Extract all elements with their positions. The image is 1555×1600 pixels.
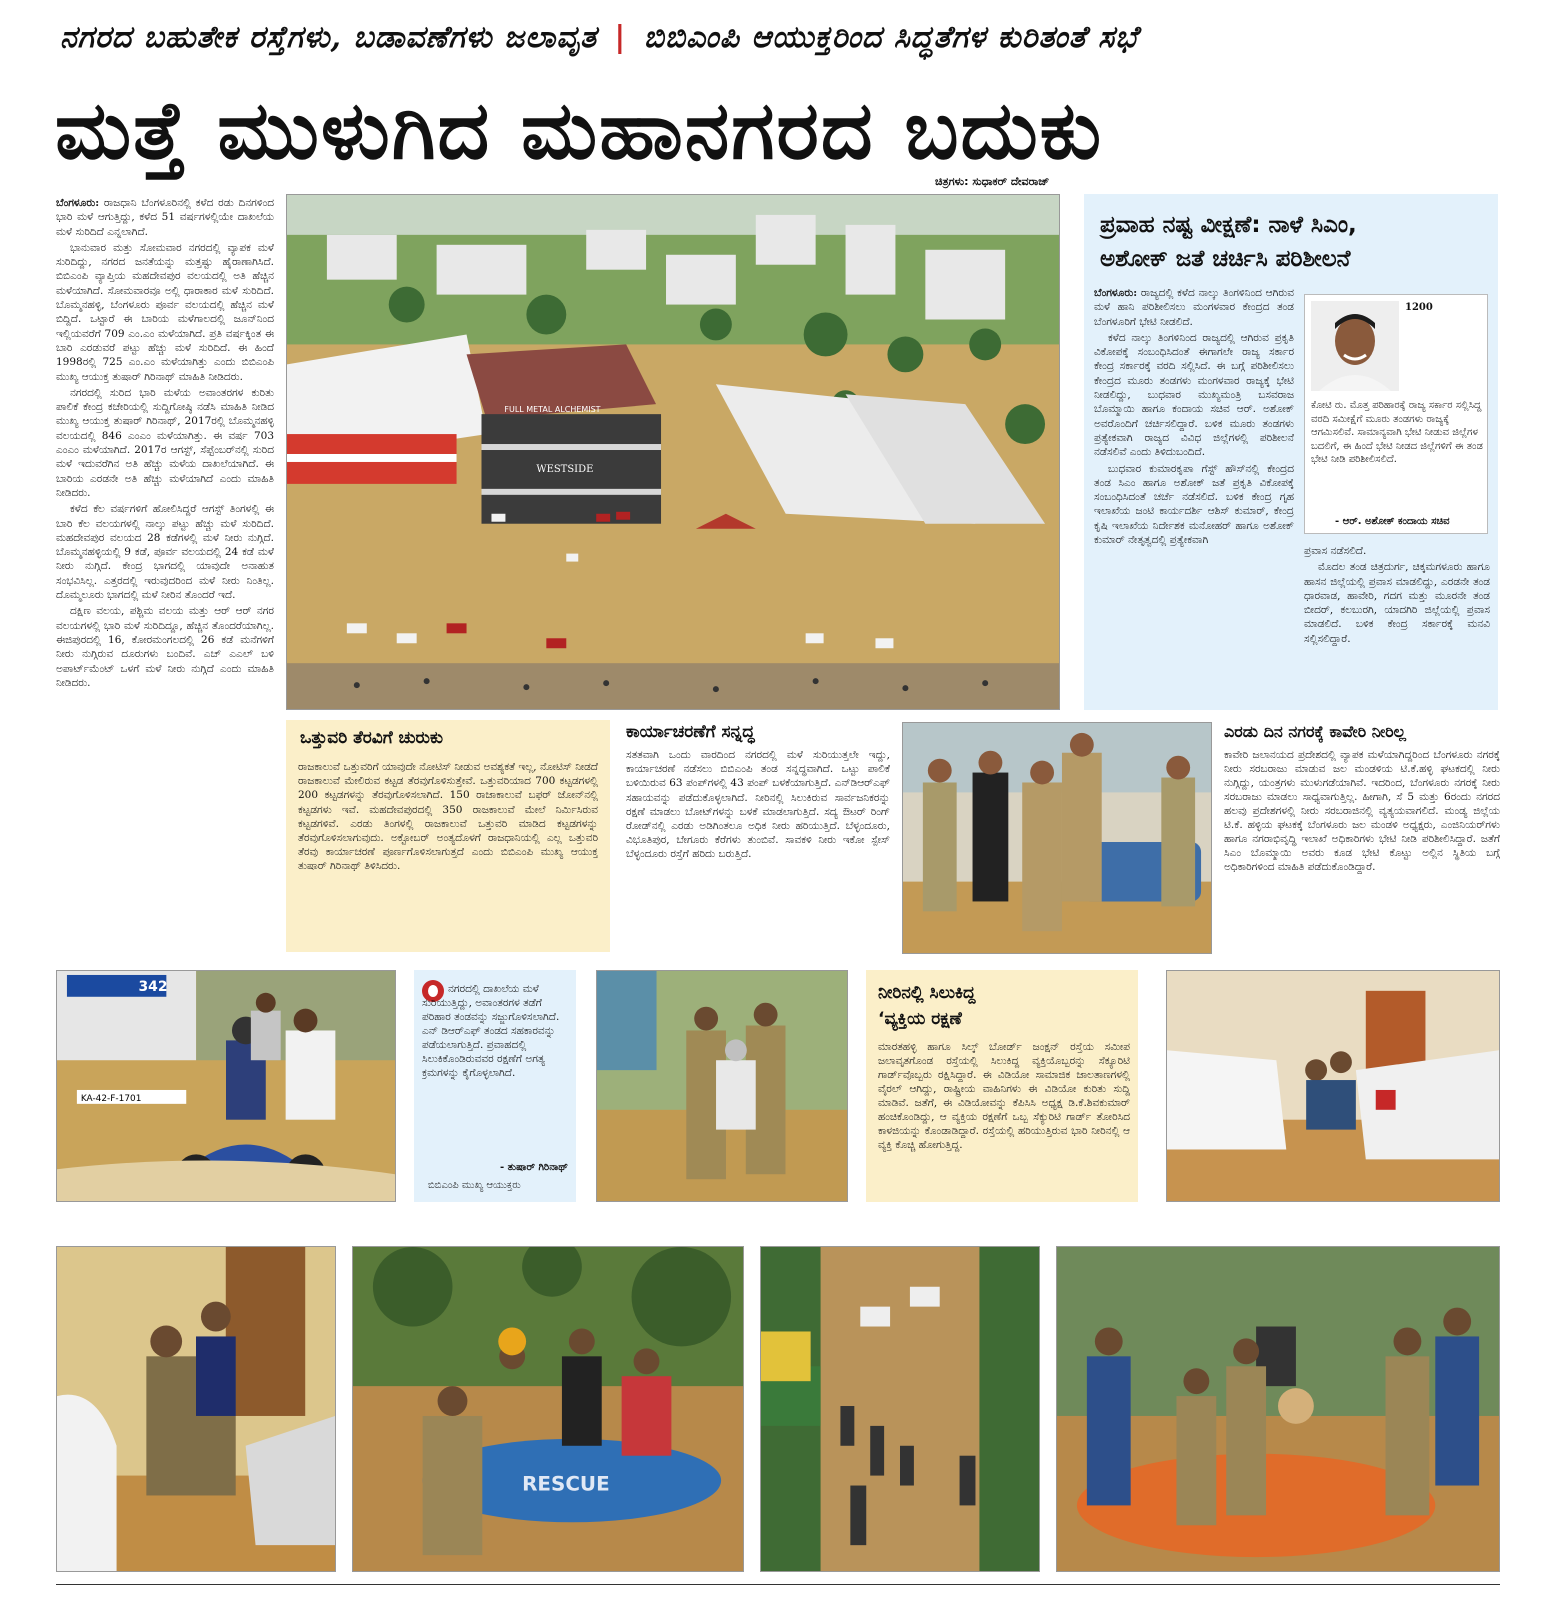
kicker-line — [60, 20, 1500, 55]
operation-body: ಸತತವಾಗಿ ಒಂದು ವಾರದಿಂದ ನಗರದಲ್ಲಿ ಮಳೆ ಸುರಿಯುತ್ತಲೇ ಇದ್ದು, ಕಾರ್ಯಾಚರಣೆ ನಡೆಸಲು ಬಿಬಿಎಂಪಿ ತಂಡ ಸನ್ನದ್ಧವಾಗಿದೆ. ಒಟ್ಟು ಪಾಲಿಕೆ ಬಳಿಯಿರುವ 63 ಪಂಪ್‌ಗಳಲ್ಲಿ 43 ಪಂಪ್ ಬಳಕೆಯಾಗುತ್ತಿದೆ. ಎನ್‌ಡಿಆರ್‌ಎಫ್ ಸಹಾಯವನ್ನು ಪಡೆದುಕೊಳ್ಳಲಾಗಿದೆ. ನೀರಿನಲ್ಲಿ ಸಿಲುಕಿರುವ ಸಾರ್ವಜನಿಕರನ್ನು ರಕ್ಷಣೆ ಮಾಡಲು ಬೋಟ್‌ಗಳನ್ನು ಬಳಕೆ ಮಾಡಲಾಗುತ್ತಿದೆ. ಸದ್ಯ ಔಟರ್ ರಿಂಗ್ ರೋಡ್‌ನಲ್ಲಿ ಎರಡು ಅಡಿಗಿಂತಲೂ ಅಧಿಕ ನೀರು ಹರಿಯುತ್ತಿದೆ. ಬೆಳ್ಳಂದೂರು, ವಿಭೂತಿಪುರ, ಬೇಗೂರು ಕೆರೆಗಳು ತುಂಬಿವೆ. ಸಾವಕಳಿ ನೀರು ಇಕೋ ಸ್ಪೇಸ್ ಬೆಳ್ಳಂದೂರು ರಸ್ತೆಗೆ ಹರಿದು ಬರುತ್ತಿದೆ. — [626, 749, 890, 861]
side-story-para: ಮೊದಲ ತಂಡ ಚಿತ್ರದುರ್ಗ, ಚಿಕ್ಕಮಗಳೂರು ಹಾಗೂ ಹಾಸನ ಜಿಲ್ಲೆಯಲ್ಲಿ ಪ್ರವಾಸ ಮಾಡಲಿದ್ದು, ಎರಡನೇ ತಂಡ ಧಾರವಾಡ, ಹಾವೇರಿ, ಗದಗ ಮತ್ತು ಮೂರನೇ ತಂಡ ಬೀದರ್, ಕಲಬುರಗಿ, ಯಾದಗಿರಿ ಜಿಲ್ಲೆಯಲ್ಲಿ ಪ್ರವಾಸ ಮಾಡಲಿದೆ. ಬಳಿಕ ಕೇಂದ್ರ ಸರ್ಕಾರಕ್ಕೆ ಮನವಿ ಸಲ್ಲಿಸಲಿದ್ದಾರೆ. — [1304, 561, 1490, 645]
scooter-plate: KA-42-F-1701 — [80, 1093, 142, 1104]
bottom-rule — [56, 1584, 1500, 1585]
orange-boat-rescue-photo — [1056, 1246, 1500, 1572]
quote-attribution: - ಆರ್. ಅಶೋಕ್ ಕಂದಾಯ ಸಚಿವ — [1335, 516, 1450, 527]
person-rescue-body: ಮಾರತಹಳ್ಳಿ ಹಾಗೂ ಸಿಲ್ಕ್ ಬೋರ್ಡ್ ಜಂಕ್ಷನ್ ರಸ್ತೆಯ ಸಮೀಪ ಜಲಾವೃತಗೊಂಡ ರಸ್ತೆಯಲ್ಲಿ ಸಿಲುಕಿದ್ದ ವ್ಯಕ್ತಿಯೊಬ್ಬರನ್ನು ಸೆಕ್ಯೂರಿಟಿ ಗಾರ್ಡ್‌ವೊಬ್ಬರು ರಕ್ಷಿಸಿದ್ದಾರೆ. ಈ ವಿಡಿಯೋ ಸಾಮಾಜಿಕ ಜಾಲತಾಣಗಳಲ್ಲಿ ವೈರಲ್ ಆಗಿದ್ದು, ರಾಷ್ಟ್ರೀಯ ವಾಹಿನಿಗಳು ಈ ವಿಡಿಯೋ ಕುರಿತು ಸುದ್ದಿ ಮಾಡಿವೆ. ಜತೆಗೆ, ಈ ವಿಡಿಯೋವನ್ನು ಕೆಪಿಸಿಸಿ ಅಧ್ಯಕ್ಷ ಡಿ.ಕೆ.ಶಿವಕುಮಾರ್ ಹಂಚಿಕೊಂಡಿದ್ದು, ಆ ವ್ಯಕ್ತಿಯ ರಕ್ಷಣೆಗೆ ಒಬ್ಬ ಸೆಕ್ಯುರಿಟಿ ಗಾರ್ಡ್ ತೋರಿಸಿದ ಕಾಳಜಿಯನ್ನು ಕೊಂಡಾಡಿದ್ದಾರೆ. ರಸ್ತೆಯಲ್ಲಿ ಹರಿಯುತ್ತಿರುವ ಭಾರಿ ನೀರಿನಲ್ಲಿ ಆ ವ್ಯಕ್ತಿ ಕೊಚ್ಚಿ ಹೋಗುತ್ತಿದ್ದ. — [878, 1041, 1130, 1151]
side-story-title-line2: ಅಶೋಕ್ ಜತೆ ಚರ್ಚಿಸಿ ಪರಿಶೀಲನೆ — [1100, 246, 1351, 272]
main-story — [56, 196, 274, 956]
store-brand-sign: WESTSIDE — [536, 463, 594, 475]
person-rescue-title-line2: ‘ವ್ಯಕ್ತಿಯ ರಕ್ಷಣೆ — [878, 1009, 962, 1029]
firemen-carry-photo — [902, 722, 1212, 954]
cauvery-section — [1224, 722, 1500, 954]
kicker-separator: | — [614, 20, 627, 55]
person-rescue-title — [878, 980, 975, 1032]
main-story-para: ಕಳೆದ ಕೆಲ ವರ್ಷಗಳಿಗೆ ಹೋಲಿಸಿದ್ದರೆ ಆಗಸ್ಟ್ ತಿಂಗಳಲ್ಲಿ ಈ ಬಾರಿ ಕೆಲ ವಲಯಗಳಲ್ಲಿ ನಾಲ್ಕು ಪಟ್ಟು ಹೆಚ್ಚು ಮಳೆ ಸುರಿದಿದೆ. ಮಹದೇವಪುರ ವಲಯದ 28 ಕಡೆಗಳಲ್ಲಿ ಮಳೆ ನೀರು ನುಗ್ಗಿದೆ. ಬೊಮ್ಮನಹಳ್ಳಿಯಲ್ಲಿ 9 ಕಡೆ, ಪೂರ್ವ ವಲಯದಲ್ಲಿ 24 ಕಡೆ ಮಳೆ ನೀರು ನುಗ್ಗಿದೆ. ಕೇಂದ್ರ ಭಾಗದಲ್ಲಿ ಯಾವುದೇ ಅನಾಹುತ ಸಂಭವಿಸಿಲ್ಲ. ಎತ್ತರದಲ್ಲಿ ಇರುವುದರಿಂದ ಮಳೆ ನೀರು ನಿಂತಿಲ್ಲ. ದೊಮ್ಮಲೂರು ಭಾಗದಲ್ಲಿ ಮಳೆ ನೀರಿನ ತೊಂದರೆ ಇದೆ. — [56, 503, 274, 602]
side-story-text-right — [1304, 544, 1490, 704]
headline: ಮತ್ತೆ ಮುಳುಗಿದ ಮಹಾನಗರದ ಬದುಕು — [55, 83, 1104, 177]
scooter-push-photo — [56, 970, 396, 1202]
commissioner-name: - ತುಷಾರ್ ಗಿರಿನಾಥ್ — [500, 1162, 568, 1173]
kicker-right: ಬಿಬಿಎಂಪಿ ಆಯುಕ್ತರಿಂದ ಸಿದ್ಧತೆಗಳ ಕುರಿತಂತೆ ಸಭೆ — [643, 20, 1138, 55]
main-story-para: ಭಾನುವಾರ ಮತ್ತು ಸೋಮವಾರ ನಗರದಲ್ಲಿ ವ್ಯಾಪಕ ಮಳೆ ಸುರಿದಿದ್ದು, ನಗರದ ಜನತೆಯನ್ನು ಮತ್ತಷ್ಟು ಹೈರಾಣಾಗಿಸಿದೆ. ಬಿಬಿಎಂಪಿ ವ್ಯಾಪ್ತಿಯ ಮಹದೇವಪುರ ವಲಯದಲ್ಲಿ ಅತಿ ಹೆಚ್ಚಿನ ಮಳೆಯಾಗಿದೆ. ಸೋಮವಾರವೂ ಅಲ್ಲಿ ಧಾರಾಕಾರ ಮಳೆ ಸುರಿದಿದೆ. ಬೊಮ್ಮನಹಳ್ಳಿ, ಬೆಂಗಳೂರು ಪೂರ್ವ ವಲಯದಲ್ಲಿ ಹೆಚ್ಚಿನ ಮಳೆ ಬಿದ್ದಿದೆ. ಒಟ್ಟಾರೆ ಈ ಬಾರಿಯ ಮಳೆಗಾಲದಲ್ಲಿ ಜೂನ್‌ನಿಂದ ಇಲ್ಲಿಯವರೆಗೆ 709 ಎಂ.ಎಂ ಮಳೆಯಾಗಿದೆ. ಪ್ರತಿ ವರ್ಷಕ್ಕಿಂತ ಈ ಬಾರಿ ಎರಡುವರೆ ಪಟ್ಟು ಹೆಚ್ಚು ಮಳೆ ಸುರಿದಿದೆ. ಈ ಹಿಂದೆ 1998ರಲ್ಲಿ 725 ಎಂ.ಎಂ ಮಳೆಯಾಗಿತ್ತು ಎಂದು ಬಿಬಿಎಂಪಿ ಮುಖ್ಯ ಆಯುಕ್ತ ತುಷಾರ್ ಗಿರಿನಾಥ್ ಮಾಹಿತಿ ನೀಡಿದರು. — [56, 241, 274, 383]
encroachment-body: ರಾಜಕಾಲುವೆ ಒತ್ತುವರಿಗೆ ಯಾವುದೇ ನೋಟಿಸ್ ನೀಡುವ ಅವಶ್ಯಕತೆ ಇಲ್ಲ, ನೋಟಿಸ್ ನೀಡದೆ ರಾಜಕಾಲುವೆ ಮೇಲಿರುವ ಕಟ್ಟಡ ತೆರವುಗೊಳಿಸುತ್ತೇವೆ. ಒತ್ತುವರಿಯಾದ 700 ಕಟ್ಟಡಗಳಲ್ಲಿ 200 ಕಟ್ಟಡಗಳನ್ನು ತೆರವುಗೊಳಿಸಲಾಗಿದೆ. 150 ರಾಜಾಕಾಲುವೆ ಬಫರ್ ಜೋನ್‌ನಲ್ಲಿ ಕಟ್ಟಡಗಳು ಇವೆ. ಮಹದೇವಪುರದಲ್ಲಿ 350 ರಾಜಕಾಲುವೆ ಮೇಲೆ ನಿರ್ಮಿಸಿರುವ ಕಟ್ಟಡಗಳಿವೆ. ಎರಡು ತಿಂಗಳಲ್ಲಿ ರಾಜಕಾಲುವೆ ಒತ್ತುವರಿ ಮಾಡಿದ ಕಟ್ಟಡಗಳನ್ನು ತೆರವುಗೊಳಿಸಲಾಗುವುದು. ಅಕ್ಟೋಬರ್ ಅಂತ್ಯದೊಳಗೆ ರಾಜಧಾನಿಯಲ್ಲಿ ಎಲ್ಲ ಒತ್ತುವರಿ ತೆರವು ಕಾರ್ಯಾಚರಣೆ ಪೂರ್ಣಗೊಳಿಸಲಾಗುತ್ತದೆ ಎಂದು ಬಿಬಿಎಂಪಿ ಮುಖ್ಯ ಆಯುಕ್ತ ತುಷಾರ್ ಗಿರಿನಾಥ್ ತಿಳಿಸಿದರು. — [298, 761, 598, 873]
operation-section — [626, 722, 890, 954]
minister-portrait — [1311, 301, 1399, 391]
minister-quote-box — [1304, 294, 1488, 534]
side-story-box — [1084, 194, 1498, 710]
side-story-dateline: ಬೆಂಗಳೂರು: — [1094, 287, 1138, 299]
rescue-raft-photo — [352, 1246, 744, 1572]
raft-label: RESCUE — [522, 1472, 610, 1496]
woman-carried-photo — [56, 1246, 336, 1572]
flooded-road-traffic-photo — [760, 1246, 1040, 1572]
side-story-title — [1100, 208, 1357, 276]
main-story-dateline: ಬೆಂಗಳೂರು: — [56, 197, 100, 209]
kicker-left: ನಗರದ ಬಹುತೇಕ ರಸ್ತೆಗಳು, ಬಡಾವಣೆಗಳು ಜಲಾವೃತ — [60, 20, 597, 55]
quote-text: ಕೋಟಿ ರು. ಮೊತ್ತ ಪರಿಹಾರಕ್ಕೆ ರಾಜ್ಯ ಸರ್ಕಾರ ಸಲ್ಲಿಸಿದ್ದ ವರದಿ ಸಮೀಕ್ಷೆಗೆ ಮೂರು ತಂಡಗಳು ರಾಜ್ಯಕ್ಕೆ ಆಗಮಿಸಲಿವೆ. ಸಾಮಾನ್ಯವಾಗಿ ಭೇಟಿ ನೀಡುವ ಜಿಲ್ಲೆಗಳ ಬದಲಿಗೆ, ಈ ಹಿಂದೆ ಭೇಟಿ ನೀಡದ ಜಿಲ್ಲೆಗಳಿಗೆ ಈ ತಂಡ ಭೇಟಿ ನೀಡಿ ಪರಿಶೀಲಿಸಲಿದೆ. — [1311, 400, 1483, 465]
person-rescue-box — [866, 970, 1138, 1202]
elderly-carried-photo — [596, 970, 848, 1202]
photo-credit: ಚಿತ್ರಗಳು: ಸುಧಾಕರ್ ದೇವರಾಜ್ — [935, 175, 1050, 188]
side-story-para: ಬುಧವಾರ ಕುಮಾರಕೃಪಾ ಗೆಸ್ಟ್ ಹೌಸ್‌ನಲ್ಲಿ ಕೇಂದ್ರದ ತಂಡ ಸಿಎಂ ಹಾಗೂ ಅಶೋಕ್ ಜತೆ ಪ್ರಕೃತಿ ವಿಕೋಪಕ್ಕೆ ಸಂಬಂಧಿಸಿದಂತೆ ಚರ್ಚೆ ನಡೆಸಲಿದೆ. ಬಳಿಕ ಕೇಂದ್ರ ಗೃಹ ಇಲಾಖೆಯ ಜಂಟಿ ಕಾರ್ಯದರ್ಶಿ ಆಶಿಸ್ ಕುಮಾರ್, ಕೇಂದ್ರ ಕೃಷಿ ಇಲಾಖೆಯ ನಿರ್ದೇಶಕ ಮನೋಹರ್ ಹಾಗೂ ಅಶೋಕ್ ಕುಮಾರ್ ನೇತೃತ್ವದಲ್ಲಿ ಪ್ರತ್ಯೇಕವಾಗಿ — [1094, 462, 1294, 547]
person-rescue-title-line1: ನೀರಿನಲ್ಲಿ ಸಿಲುಕಿದ್ದ — [878, 983, 976, 1003]
operation-title: ಕಾರ್ಯಾಚರಣೆಗೆ ಸನ್ನದ್ಧ — [626, 722, 755, 742]
encroachment-box — [286, 720, 610, 952]
side-story-para: ಕಳೆದ ನಾಲ್ಕು ತಿಂಗಳಿನಿಂದ ರಾಜ್ಯದಲ್ಲಿ ಆಗಿರುವ ಪ್ರಕೃತಿ ವಿಕೋಪಕ್ಕೆ ಸಂಬಂಧಿಸಿದಂತೆ ಈಗಾಗಲೇ ರಾಜ್ಯ ಸರ್ಕಾರ ಕೇಂದ್ರ ಸರ್ಕಾರಕ್ಕೆ ವರದಿ ಸಲ್ಲಿಸಿದೆ. ಈ ಬಗ್ಗೆ ಪರಿಶೀಲಿಸಲು ಕೇಂದ್ರದ ಮೂರು ತಂಡಗಳು ಮಂಗಳವಾರ ರಾಜ್ಯಕ್ಕೆ ಭೇಟಿ ನೀಡಲಿದ್ದು, ಬುಧವಾರ ಮುಖ್ಯಮಂತ್ರಿ ಬಸವರಾಜ ಬೊಮ್ಮಾಯಿ ಹಾಗೂ ಕಂದಾಯ ಸಚಿವ ಆರ್. ಅಶೋಕ್ ಅವರೊಂದಿಗೆ ಚರ್ಚಿಸಲಿದ್ದಾರೆ. ಬಳಿಕ ಮೂರು ತಂಡಗಳು ಪ್ರತ್ಯೇಕವಾಗಿ ರಾಜ್ಯದ ವಿವಿಧ ಜಿಲ್ಲೆಗಳಲ್ಲಿ ಪರಿಶೀಲನೆ ನಡೆಸಲಿವೆ ಎಂದು ತಿಳಿದುಬಂದಿದೆ. — [1094, 331, 1294, 459]
side-story-title-line1: ಪ್ರವಾಹ ನಷ್ಟ ವೀಕ್ಷಣೆ: ನಾಳೆ ಸಿಎಂ, — [1100, 212, 1357, 238]
side-story-para: ರಾಜ್ಯದಲ್ಲಿ ಕಳೆದ ನಾಲ್ಕು ತಿಂಗಳಿನಿಂದ ಆಗಿರುವ ಮಳೆ ಹಾನಿ ಪರಿಶೀಲಿಸಲು ಮಂಗಳವಾರ ಕೇಂದ್ರದ ತಂಡ ಬೆಂಗಳೂರಿಗೆ ಭೇಟಿ ನೀಡಲಿದೆ. — [1094, 287, 1294, 328]
encroachment-title: ಒತ್ತುವರಿ ತೆರವಿಗೆ ಚುರುಕು — [300, 728, 444, 748]
commissioner-quote-box — [414, 970, 576, 1202]
flooded-parking-photo — [1166, 970, 1500, 1202]
quote-amount-block — [1405, 301, 1483, 315]
side-story-text-left — [1094, 286, 1294, 586]
bus-number: 342 — [138, 978, 168, 995]
cauvery-title: ಎರಡು ದಿನ ನಗರಕ್ಕೆ ಕಾವೇರಿ ನೀರಿಲ್ಲ — [1224, 722, 1406, 741]
commissioner-title: ಬಿಬಿಎಂಪಿ ಮುಖ್ಯ ಆಯುಕ್ತರು — [428, 1180, 521, 1191]
commissioner-quote-text: ನಗರದಲ್ಲಿ ದಾಖಲೆಯ ಮಳೆ ಸುರಿಯುತ್ತಿದ್ದು, ಅವಾಂತರಗಳ ತಡೆಗೆ ಪರಿಹಾರ ತಂಡವನ್ನು ಸಜ್ಜುಗೊಳಿಸಲಾಗಿದೆ. ಎನ್ ಡಿಆರ್‌ಎಫ್ ತಂಡದ ಸಹಕಾರವನ್ನು ಪಡೆಯಲಾಗುತ್ತಿದೆ. ಪ್ರವಾಹದಲ್ಲಿ ಸಿಲುಕಿಕೊಂಡಿರುವವರ ರಕ್ಷಣೆಗೆ ಅಗತ್ಯ ಕ್ರಮಗಳನ್ನು ಕೈಗೊಳ್ಳಲಾಗಿದೆ. — [422, 983, 560, 1079]
quote-amount: 1200 — [1405, 302, 1433, 313]
aerial-flood-photo — [286, 194, 1060, 710]
side-story-para: ಪ್ರವಾಸ ನಡೆಸಲಿದೆ. — [1304, 545, 1367, 557]
store-name-sign: FULL METAL ALCHEMIST — [504, 405, 601, 415]
main-story-para: ನಗರದಲ್ಲಿ ಸುರಿದ ಭಾರಿ ಮಳೆಯ ಅವಾಂತರಗಳ ಕುರಿತು ಪಾಲಿಕೆ ಕೇಂದ್ರ ಕಚೇರಿಯಲ್ಲಿ ಸುದ್ದಿಗೋಷ್ಠಿ ನಡೆಸಿ ಮಾಹಿತಿ ನೀಡಿದ ಮುಖ್ಯ ಆಯುಕ್ತ ತುಷಾರ್ ಗಿರಿನಾಥ್, 2017ರಲ್ಲಿ ಬೊಮ್ಮನಹಳ್ಳಿ ವಲಯದಲ್ಲಿ 846 ಎಂಎಂ ಮಳೆಯಾಗಿತ್ತು. ಈ ವರ್ಷ 703 ಎಂಎಂ ಮಳೆಯಾಗಿದೆ. 2017ರ ಆಗಸ್ಟ್, ಸೆಪ್ಟೆಂಬರ್‌ನಲ್ಲಿ ಸುರಿದ ಮಳೆ ಇದುವರೆಗಿನ ಅತಿ ಹೆಚ್ಚು ಮಳೆಯ ದಾಖಲೆಯಾಗಿದೆ. ಈ ಬಾರಿಯ ಎರಡನೇ ಅತಿ ಹೆಚ್ಚು ಮಳೆಯಾಗಿದೆ ಎಂದು ಮಾಹಿತಿ ನೀಡಿದರು. — [56, 386, 274, 499]
main-story-para: ರಾಜಧಾನಿ ಬೆಂಗಳೂರಿನಲ್ಲಿ ಕಳೆದ ರಡು ದಿನಗಳಿಂದ ಭಾರಿ ಮಳೆ ಆಗುತ್ತಿದ್ದು, ಕಳೆದ 51 ವರ್ಷಗಳಲ್ಲಿಯೇ ದಾಖಲೆಯ ಮಳೆ ಸುರಿದಿದೆ ಎನ್ನಲಾಗಿದೆ. — [56, 197, 274, 238]
cauvery-body: ಕಾವೇರಿ ಜಲಾನಯದ ಪ್ರದೇಶದಲ್ಲಿ ವ್ಯಾಪಕ ಮಳೆಯಾಗಿದ್ದರಿಂದ ಬೆಂಗಳೂರು ನಗರಕ್ಕೆ ನೀರು ಸರಬರಾಜು ಮಾಡುವ ಜಲ ಮಂಡಳಿಯ ಟಿ.ಕೆ.ಹಳ್ಳಿ ಘಟಕದಲ್ಲಿ ನೀರು ನುಗ್ಗಿದ್ದು, ಯಂತ್ರಗಳು ಮುಳುಗಡೆಯಾಗಿವೆ. ಇದರಿಂದ, ಬೆಂಗಳೂರು ನಗರಕ್ಕೆ ನೀರು ಸರಬರಾಜು ಮಾಡಲು ಸಾಧ್ಯವಾಗುತ್ತಿಲ್ಲ. ಹೀಗಾಗಿ, ಸೆ 5 ಮತ್ತು 6ರಂದು ನಗರದ ಹಲವು ಪ್ರದೇಶಗಳಲ್ಲಿ ನೀರು ಸರಬರಾಜಿನಲ್ಲಿ ವ್ಯತ್ಯಯವಾಗಲಿದೆ. ಮಂಡ್ಯ ಜಿಲ್ಲೆಯ ಟಿ.ಕೆ. ಹಳ್ಳಿಯ ಘಟಕಕ್ಕೆ ಬೆಂಗಳೂರು ಜಲ ಮಂಡಳಿ ಅಧ್ಯಕ್ಷರು, ಎಂಜಿನಿಯರ್‌ಗಳು ಹಾಗೂ ನಗರಾಭಿವೃದ್ಧಿ ಇಲಾಖೆ ಅಧಿಕಾರಿಗಳು ಭೇಟಿ ನೀಡಿ ಪರಿಶೀಲಿಸಿದ್ದಾರೆ. ಜತೆಗೆ ಸಿಎಂ ಬೊಮ್ಮಾಯಿ ಅವರು ಕೂಡ ಭೇಟಿ ಕೊಟ್ಟು ಅಲ್ಲಿನ ಸ್ಥಿತಿಯ ಬಗ್ಗೆ ಅಧಿಕಾರಿಗಳಿಂದ ಮಾಹಿತಿ ಪಡೆದುಕೊಂಡಿದ್ದಾರೆ. — [1224, 749, 1500, 873]
main-story-para: ದಕ್ಷಿಣ ವಲಯ, ಪಶ್ಚಿಮ ವಲಯ ಮತ್ತು ಆರ್ ಆರ್ ನಗರ ವಲಯಗಳಲ್ಲಿ ಭಾರಿ ಮಳೆ ಸುರಿದಿದ್ದೂ, ಹೆಚ್ಚಿನ ತೊಂದರೆಯಾಗಿಲ್ಲ. ಈಜಿಪುರದಲ್ಲಿ 16, ಕೋರಮಂಗಲದಲ್ಲಿ 26 ಕಡೆ ಮನೆಗಳಿಗೆ ನೀರು ನುಗ್ಗಿರುವ ದೂರುಗಳು ಬಂದಿವೆ. ಎಚ್ ಎಎಲ್ ಬಳಿ ಅಪಾರ್ಟ್‌ಮೆಂಟ್ ಒಳಗೆ ಮಳೆ ನೀರು ನುಗ್ಗಿದೆ ಎಂದು ಮಾಹಿತಿ ನೀಡಿದರು. — [56, 605, 274, 689]
